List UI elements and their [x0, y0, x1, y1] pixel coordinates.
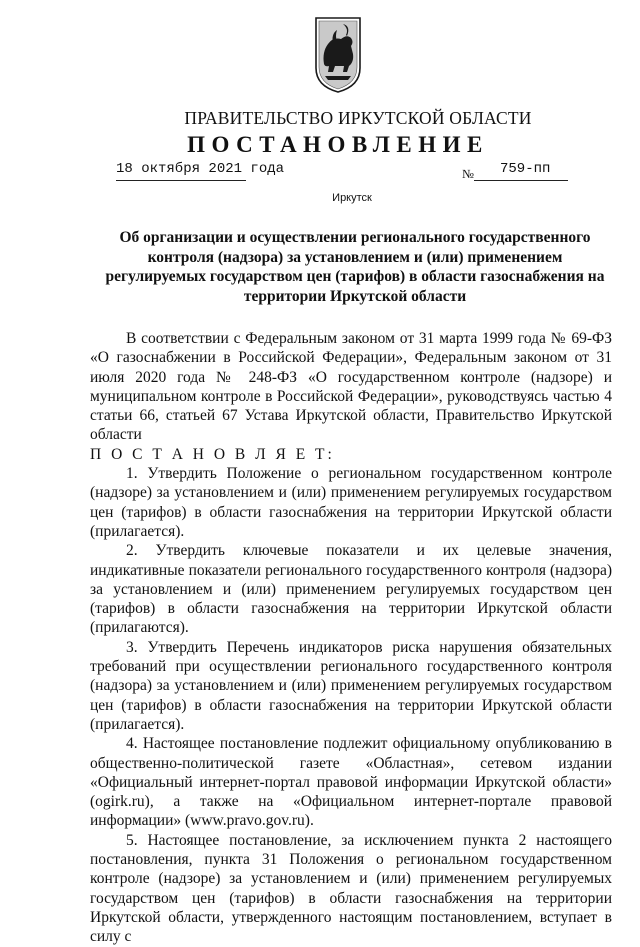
government-name: ПРАВИТЕЛЬСТВО ИРКУТСКОЙ ОБЛАСТИ [184, 108, 532, 128]
number-sign: № [462, 167, 474, 181]
document-body [90, 329, 612, 947]
list-item: 5. Настоящее постановление, за исключением пункта 2 настоящего постановления, пункта 31 Положения о региональном государственном контроле (надзоре) за установлением и (или) применением регулируемых государством цен (тарифов) в области газоснабжения на территории Иркутской области, утвержденного настоящим постановлением, вступает в силу с [90, 831, 612, 946]
number-underline [474, 180, 568, 181]
list-item: 1. Утвердить Положение о региональном государственном контроле (надзоре) за установлением и (или) применением регулируемых государством цен (тарифов) в области газоснабжения на территории Иркутской области (прилагается). [90, 465, 612, 540]
date-underline [116, 180, 246, 181]
preamble-paragraph: В соответствии с Федеральным законом от 31 марта 1999 года № 69-ФЗ «О газоснабжении в Российской Федерации», Федеральным законом от 31 июля 2020 года № 248-ФЗ «О государственном контроле (надзоре) и муниципальном контроле в Российской Федерации», руководствуясь частью 4 статьи 66, статьей 67 Устава Иркутской области, Правительство Иркутской области [90, 330, 612, 444]
document-title: Об организации и осуществлении регионального государственного контроля (надзора) за установлением и (или) применением регулируемых государством цен (тарифов) в области газоснабжения на территории Иркутской области [105, 229, 605, 305]
list-item: 3. Утвердить Перечень индикаторов риска нарушения обязательных требований при осуществлении регионального государственного контроля (надзора) за установлением и (или) применением регулируемых государством цен (тарифов) в области газоснабжения на территории Иркутской области (прилагается). [90, 638, 612, 733]
list-item: 4. Настоящее постановление подлежит официальному опубликованию в общественно-политической газете «Областная», сетевом издании «Официальный интернет-портал правовой информации Иркутской области» (ogirk.ru), а также на «Официальном интернет-портале правовой информации» (www.pravo.gov.ru). [90, 735, 612, 830]
decree-word: П О С Т А Н О В Л Я Е Т: [90, 445, 335, 463]
document-type: ПОСТАНОВЛЕНИЕ [187, 132, 489, 157]
list-item: 2. Утвердить ключевые показатели и их целевые значения, индикативные показатели регионального государственного контроля (надзора) за установлением и (или) применением регулируемых государством цен (тарифов) в области газоснабжения на территории Иркутской области (прилагаются). [90, 542, 612, 637]
coat-of-arms-icon [313, 14, 363, 94]
city-name: Иркутск [332, 192, 372, 204]
document-number: 759-пп [500, 161, 551, 177]
document-date: 18 октября 2021 года [116, 161, 285, 177]
